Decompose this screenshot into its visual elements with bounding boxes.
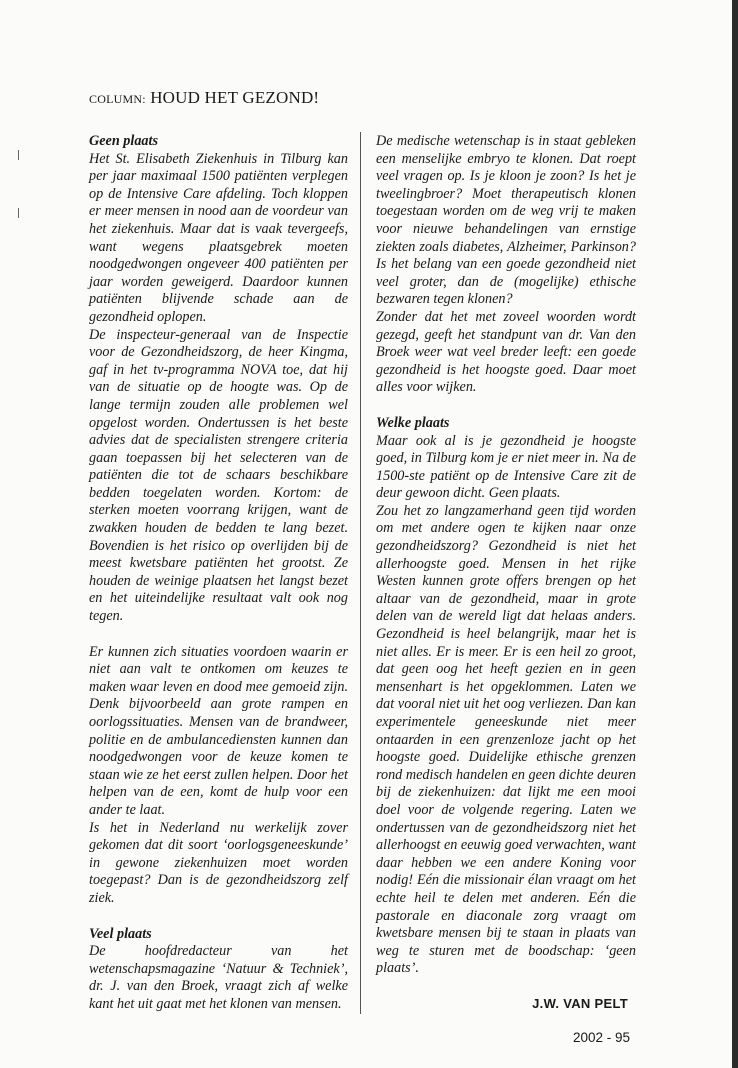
paragraph: Zou het zo langzamerhand geen tijd worden om met andere ogen te kijken naar onze gezondheidszorg? Gezondheid is niet het allerhoogste goed. Mensen in het rijke Westen kunnen grote offers brengen op het altaar van de gezondheid, maar in grote delen van de wereld ligt dat helaas anders. Gezondheid is heel belangrijk, maar het is niet alles. Er is meer. Er is een heil zo groot, dat geen oog het heeft gezien en in geen mensenhart is het opgeklommen. Laten we dat vooral niet uit het oog verliezen. Dan kan experimentele geneeskunde niet meer ontaarden in een grenzenloze jacht op het hoogste goed. Duidelijke ethische grenzen rond medisch handelen en geen dichte deuren bij de ziekenhuizen: dat lijkt me een mooi doel voor de volgende regering. Laten we ondertussen van de gezondheidszorg niet het allerhoogst en eeuwig goed verwachten, want daar hebben we een andere Koning voor nodig! Eén die missionair élan vraagt om het echte heil te delen met anderen. Eén die pastorale en diaconale zorg vraagt om kwetsbare mensen bij te staan in plaats van weg te sturen met de boodschap: ‘geen plaats’. [376, 502, 636, 977]
column-title: HOUD HET GEZOND! [150, 88, 320, 107]
paragraph: Zonder dat het met zoveel woorden wordt gezegd, geeft het standpunt van dr. Van den Broek weer wat veel breder leeft: een goede gezondheid is het hoogste goed. Daar moet alles voor wijken. [376, 308, 636, 396]
author-byline: J.W. VAN PELT [532, 996, 628, 1011]
left-column [89, 133, 348, 1014]
paragraph: De inspecteur-generaal van de Inspectie voor de Gezondheidszorg, de heer Kingma, gaf in het tv-programma NOVA toe, dat hij van de situatie op de hoogte was. Op de lange termijn zouden alle problemen wel opgelost worden. Ondertussen is het beste advies dat de specialisten strengere criteria gaan toepassen bij het selecteren van de patiënten die tot de schaars beschikbare bedden toegelaten worden. Kortom: de sterken moeten voorrang krijgen, want de zwakken houden de bedden te lang bezet. Bovendien is het risico op overlijden bij de meest kwetsbare patiënten het grootst. Ze houden de weinige plaatsen het langst bezet en het uiteindelijke resultaat valt ook nog tegen. [89, 326, 348, 625]
subheading-geen-plaats: Geen plaats [89, 133, 158, 149]
page-number: 2002 - 95 [572, 1030, 630, 1045]
subheading-veel-plaats: Veel plaats [89, 925, 152, 942]
margin-mark [18, 208, 19, 218]
paragraph: De medische wetenschap is in staat gebleken een menselijke embryo te klonen. Dat roept veel vragen op. Is je kloon je zoon? Is het je tweelingbroer? Moet therapeutisch klonen toegestaan worden om de weg vrij te maken voor nieuwe behandelingen van ernstige ziekten zoals diabetes, Alzheimer, Parkinson? Is het belang van een goede gezondheid niet veel groter, dan de (mogelijke) ethische bezwaren tegen klonen? [376, 133, 636, 308]
paragraph: Maar ook al is je gezondheid je hoogste goed, in Tilburg kom je er niet meer in. Na de 1500-ste patiënt op de Intensive Care zit de deur gewoon dicht. Geen plaats. [376, 432, 636, 502]
paragraph: Is het in Nederland nu werkelijk zover gekomen dat dit soort ‘oorlogsgeneeskunde’ in gewone ziekenhuizen moet worden toegepast? Dan is de gezondheidszorg zelf ziek. [89, 819, 348, 906]
paragraph: Het St. Elisabeth Ziekenhuis in Tilburg kan per jaar maximaal 1500 patiënten verplegen op de Intensive Care afdeling. Toch kloppen er meer mensen in nood aan de voordeur van het ziekenhuis. Maar dat is vaak tevergeefs, want wegens plaatsgebrek moeten noodgedwongen ongeveer 400 patiënten per jaar worden geweigerd. Daardoor kunnen patiënten blijvende schade aan de gezondheid oplopen. [89, 150, 348, 325]
paragraph: Er kunnen zich situaties voordoen waarin er niet aan valt te ontkomen om keuzes te maken waar leven en dood mee gemoeid zijn. Denk bijvoorbeeld aan grote rampen en oorlogssituaties. Mensen van de brandweer, politie en de ambulancediensten kunnen dan noodgedwongen voor de keuze komen te staan wie ze het eerst zullen helpen. Door het helpen van de een, komt de hulp voor een ander te laat. [89, 643, 348, 818]
page-edge [732, 0, 738, 1068]
margin-mark [18, 150, 19, 160]
column-heading [89, 88, 319, 108]
subheading-welke-plaats: Welke plaats [376, 414, 450, 431]
paragraph: De hoofdredacteur van het wetenschapsmagazine ‘Natuur & Techniek’, dr. J. van den Broek, vraagt zich af welke kant het uit gaat met het klonen van mensen. [89, 943, 348, 1012]
right-column [376, 133, 636, 978]
column-divider [360, 132, 361, 1014]
column-label: COLUMN: [89, 92, 146, 106]
